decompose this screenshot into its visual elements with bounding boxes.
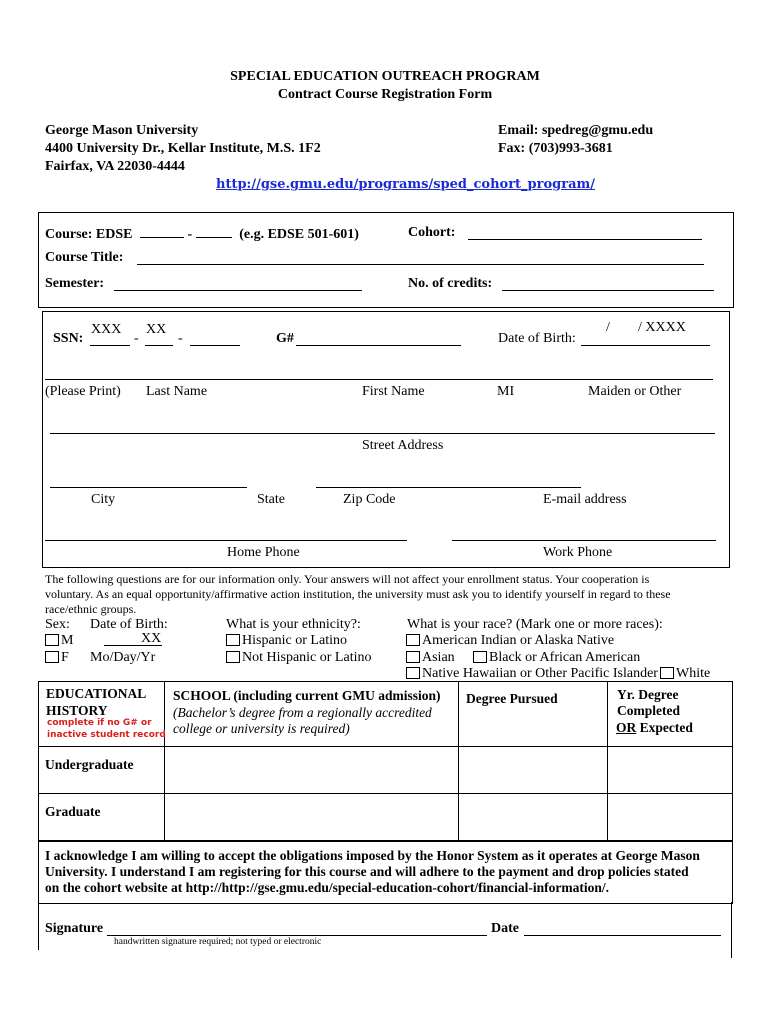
course-title-field[interactable] (137, 264, 704, 265)
sig-left-border (38, 902, 39, 950)
ssn-part3-field[interactable] (190, 345, 240, 346)
city-field[interactable] (50, 487, 247, 488)
male-checkbox[interactable] (45, 634, 59, 646)
cohort-label: Cohort: (408, 225, 456, 240)
undergrad-year-cell[interactable] (608, 747, 730, 792)
dob-label: Date of Birth: (498, 331, 576, 346)
edu-history-label1: EDUCATIONAL (46, 686, 147, 701)
ssn-part1-field (90, 345, 130, 346)
g-number-label: G# (276, 331, 294, 346)
honor-line3: on the cohort website at http://http://gse.gmu.edu/special-education-cohort/financial-information/. (45, 880, 609, 895)
semester-field[interactable] (114, 290, 362, 291)
info-dob-value[interactable]: XX (141, 631, 162, 646)
first-name-label: First Name (362, 384, 425, 399)
dob-field[interactable] (581, 345, 710, 346)
race-american-indian-option[interactable]: American Indian or Alaska Native (406, 633, 614, 649)
signature-note: handwritten signature required; not typed or electronic (114, 937, 322, 947)
degree-header: Degree Pursued (466, 691, 558, 706)
graduate-label: Graduate (45, 804, 101, 819)
yr-header2: Completed (617, 703, 680, 718)
hawaiian-checkbox[interactable] (406, 667, 420, 679)
info-line2: voluntary. As an equal opportunity/affirmative action institution, the university must ask you to identify yourself in regard to these (45, 587, 671, 601)
info-dob-label: Date of Birth: (90, 617, 168, 632)
ssn-part2-field (145, 345, 173, 346)
info-dob-format: Mo/Day/Yr (90, 650, 156, 665)
form-title: Contract Course Registration Form (277, 87, 493, 102)
course-number-blank[interactable] (140, 225, 184, 238)
edu-history-note1: complete if no G# or (47, 718, 152, 728)
race-question: What is your race? (Mark one or more races): (407, 617, 663, 632)
zip-email-field[interactable] (316, 487, 581, 488)
contact-email: Email: spedreg@gmu.edu (498, 123, 654, 138)
please-print-label: (Please Print) (45, 384, 121, 399)
ethnicity-question: What is your ethnicity?: (226, 617, 361, 632)
edu-history-note2: inactive student record (47, 730, 166, 740)
date-label: Date (491, 921, 519, 936)
contact-fax: Fax: (703)993-3681 (498, 141, 613, 156)
school-note2: college or university is required) (173, 721, 350, 736)
course-label: Course: EDSE - (e.g. EDSE 501-601) (45, 227, 359, 242)
cohort-field[interactable] (468, 239, 702, 240)
dob-year-value: / XXXX (638, 320, 686, 335)
honor-line2: University. I understand I am registering for this course and will adhere to the payment and drop policies stated (45, 864, 689, 879)
female-checkbox[interactable] (45, 651, 59, 663)
white-checkbox[interactable] (660, 667, 674, 679)
dob-separator: / (606, 320, 610, 335)
info-line1: The following questions are for our information only. Your answers will not affect your enrollment status. Your cooperation is (45, 572, 650, 586)
grad-degree-cell[interactable] (459, 794, 606, 839)
signature-field[interactable] (107, 935, 487, 936)
hispanic-option[interactable]: Hispanic or Latino (226, 633, 347, 649)
course-title-label: Course Title: (45, 250, 124, 265)
not-hispanic-option[interactable]: Not Hispanic or Latino (226, 650, 371, 666)
zip-code-label: Zip Code (343, 492, 396, 507)
name-field[interactable] (45, 379, 713, 380)
home-phone-label: Home Phone (227, 545, 300, 560)
date-field[interactable] (524, 935, 721, 936)
university-address-line1: 4400 University Dr., Kellar Institute, M.S. 1F2 (45, 141, 321, 156)
edu-history-label2: HISTORY (46, 703, 108, 718)
maiden-name-label: Maiden or Other (588, 384, 682, 399)
yr-header1: Yr. Degree (617, 687, 679, 702)
undergraduate-label: Undergraduate (45, 757, 134, 772)
sex-label: Sex: (45, 617, 70, 632)
black-checkbox[interactable] (473, 651, 487, 663)
work-phone-label: Work Phone (543, 545, 613, 560)
info-dob-field (104, 645, 162, 646)
race-asian-option[interactable]: Asian (406, 650, 455, 666)
ssn-part2-value[interactable]: XX (146, 322, 167, 337)
home-phone-field[interactable] (45, 540, 407, 541)
grad-school-cell[interactable] (165, 794, 457, 839)
university-address-line2: Fairfax, VA 22030-4444 (45, 159, 185, 174)
not-hispanic-checkbox[interactable] (226, 651, 240, 663)
street-address-label: Street Address (362, 438, 444, 453)
state-label: State (257, 492, 285, 507)
work-phone-field[interactable] (452, 540, 716, 541)
sex-female-option[interactable]: F (45, 650, 69, 666)
honor-line1: I acknowledge I am willing to accept the obligations imposed by the Honor System as it operates at George Mason (45, 848, 700, 863)
email-address-label: E-mail address (543, 492, 627, 507)
race-black-option[interactable]: Black or African American (473, 650, 640, 666)
school-header: SCHOOL (including current GMU admission) (173, 688, 441, 703)
street-address-field[interactable] (50, 433, 715, 434)
g-number-field[interactable] (296, 345, 461, 346)
sex-male-option[interactable]: M (45, 633, 73, 649)
info-line3: race/ethnic groups. (45, 602, 137, 616)
undergrad-degree-cell[interactable] (459, 747, 606, 792)
last-name-label: Last Name (146, 384, 208, 399)
semester-label: Semester: (45, 276, 105, 291)
university-name: George Mason University (45, 123, 199, 138)
ssn-dash1: - (134, 331, 139, 346)
undergrad-school-cell[interactable] (165, 747, 457, 792)
credits-field[interactable] (502, 290, 714, 291)
yr-header3: OR Expected (616, 720, 693, 735)
school-note1: (Bachelor’s degree from a regionally accredited (173, 705, 432, 720)
race-hawaiian-option[interactable]: Native Hawaiian or Other Pacific Islander (406, 666, 658, 682)
asian-checkbox[interactable] (406, 651, 420, 663)
city-label: City (91, 492, 116, 507)
hispanic-checkbox[interactable] (226, 634, 240, 646)
american-indian-checkbox[interactable] (406, 634, 420, 646)
grad-year-cell[interactable] (608, 794, 730, 839)
ssn-part1-value[interactable]: XXX (91, 322, 122, 337)
sig-right-border (731, 902, 732, 958)
mi-label: MI (497, 384, 515, 399)
race-white-option[interactable]: White (660, 666, 710, 682)
credits-label: No. of credits: (408, 276, 493, 291)
ssn-label: SSN: (53, 331, 84, 346)
ssn-dash2: - (178, 331, 183, 346)
course-section-blank[interactable] (196, 225, 232, 238)
program-url-link[interactable]: http://gse.gmu.edu/programs/sped_cohort_program/ (216, 177, 596, 192)
program-title: SPECIAL EDUCATION OUTREACH PROGRAM (230, 69, 540, 84)
signature-label: Signature (45, 921, 104, 936)
